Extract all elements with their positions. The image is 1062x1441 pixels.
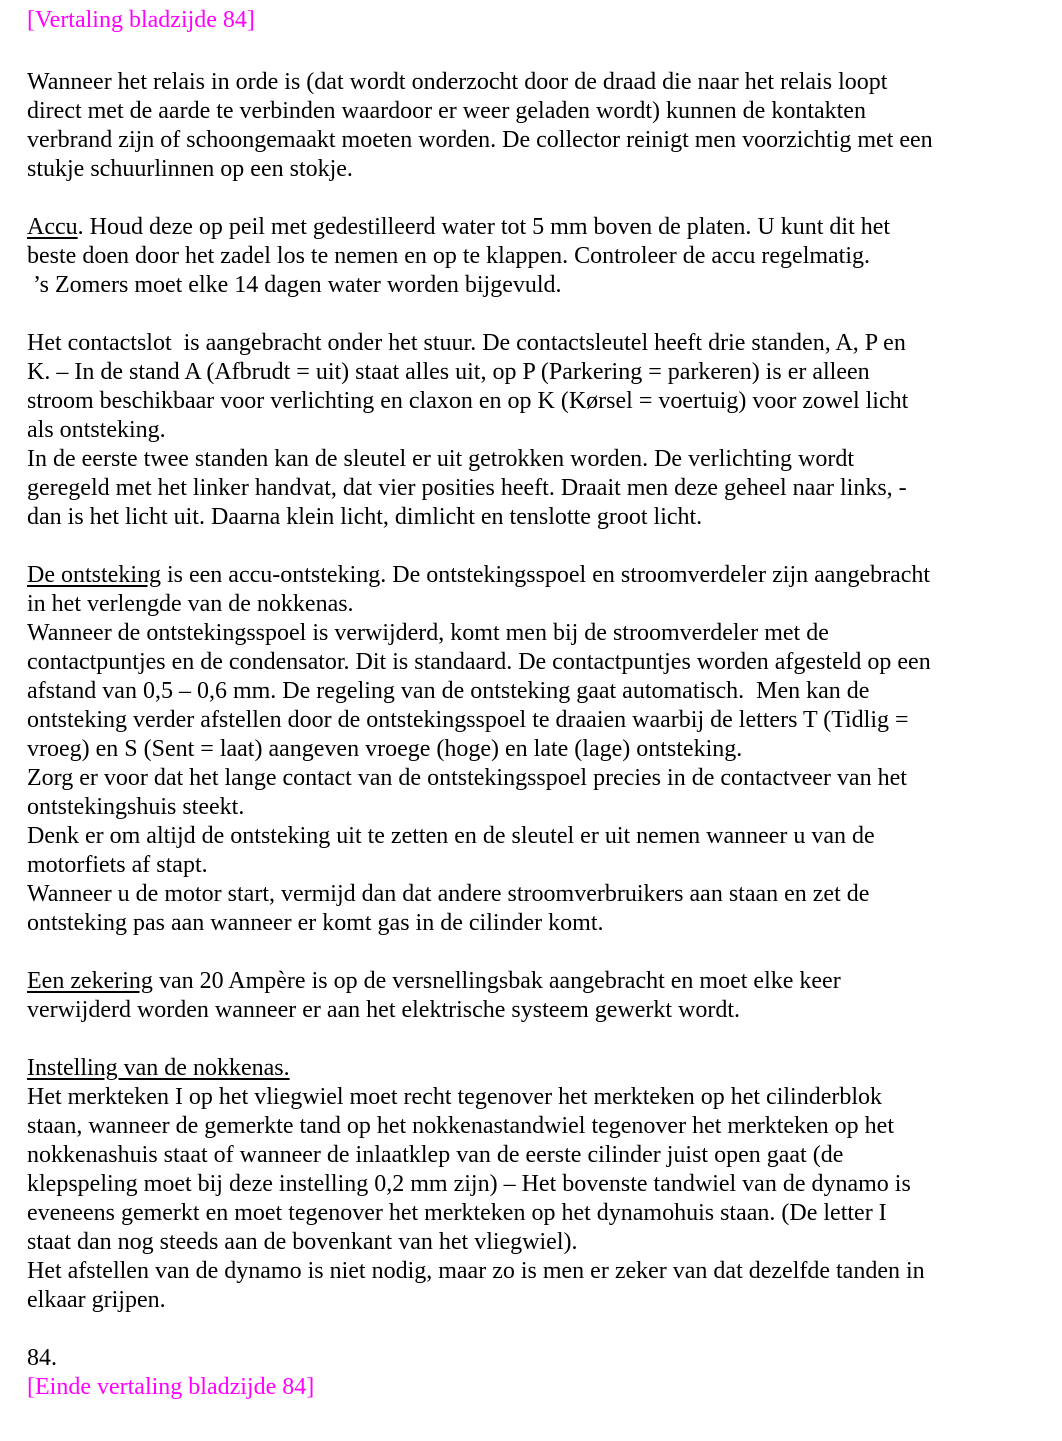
text-run: 84. <box>27 1345 57 1371</box>
text-line <box>27 1112 1042 1141</box>
text-line <box>27 416 1042 445</box>
underlined-heading-text: Een zekering <box>27 968 153 994</box>
paragraph-accu <box>27 213 1042 300</box>
text-line <box>27 648 1042 677</box>
underlined-heading-text: Accu <box>27 214 78 240</box>
text-run: verwijderd worden wanneer er aan het elektrische systeem gewerkt wordt. <box>27 997 741 1023</box>
translation-marker-text: [Einde vertaling bladzijde 84] <box>27 1374 315 1400</box>
text-line <box>27 706 1042 735</box>
text-run: staat dan nog steeds aan de bovenkant van het vliegwiel). <box>27 1229 578 1255</box>
text-line <box>27 909 1042 938</box>
text-line <box>27 6 1042 35</box>
text-run: eveneens gemerkt en moet tegenover het merkteken op het dynamohuis staan. (De letter I <box>27 1200 887 1226</box>
text-line <box>27 590 1042 619</box>
text-run: Zorg er voor dat het lange contact van de ontstekingsspoel precies in de contactveer van het <box>27 765 907 791</box>
text-line <box>27 1286 1042 1315</box>
text-run: direct met de aarde te verbinden waardoor er weer geladen wordt) kunnen de kontakten <box>27 98 866 124</box>
text-line <box>27 271 1042 300</box>
text-line <box>27 619 1042 648</box>
text-line <box>27 1199 1042 1228</box>
text-run: klepspeling moet bij deze instelling 0,2 mm zijn) – Het bovenste tandwiel van de dynamo is <box>27 1171 911 1197</box>
text-line <box>27 822 1042 851</box>
text-line <box>27 155 1042 184</box>
text-line <box>27 735 1042 764</box>
text-line <box>27 126 1042 155</box>
page-footer <box>27 1344 1042 1402</box>
paragraph-zekering <box>27 967 1042 1025</box>
text-run: vroeg) en S (Sent = laat) aangeven vroege (hoge) en late (lage) ontsteking. <box>27 736 743 762</box>
text-line <box>27 1054 1042 1083</box>
text-run: in het verlengde van de nokkenas. <box>27 591 354 617</box>
text-run: dan is het licht uit. Daarna klein licht, dimlicht en tenslotte groot licht. <box>27 504 703 530</box>
translation-marker-text: [Vertaling bladzijde 84] <box>27 7 255 33</box>
text-line <box>27 242 1042 271</box>
text-run: elkaar grijpen. <box>27 1287 166 1313</box>
text-line <box>27 1170 1042 1199</box>
text-line <box>27 1344 1042 1373</box>
underlined-heading-text: Instelling van de nokkenas. <box>27 1055 290 1081</box>
text-run: is een accu-ontsteking. De ontstekingsspoel en stroomverdeler zijn aangebracht <box>160 562 931 588</box>
text-run: verbrand zijn of schoongemaakt moeten worden. De collector reinigt men voorzichtig met een <box>27 127 933 153</box>
text-run: K. – In de stand A (Afbrudt = uit) staat alles uit, op P (Parkering = parkeren) is er alleen <box>27 359 870 385</box>
underlined-heading-text: De ontsteking <box>27 562 161 588</box>
text-line <box>27 68 1042 97</box>
text-run: Wanneer het relais in orde is (dat wordt onderzocht door de draad die naar het relais loopt <box>27 69 888 95</box>
text-line <box>27 967 1042 996</box>
text-run: beste doen door het zadel los te nemen en op te klappen. Controleer de accu regelmatig. <box>27 243 871 269</box>
text-line <box>27 329 1042 358</box>
text-run: Het merkteken I op het vliegwiel moet recht tegenover het merkteken op het cilinderblok <box>27 1084 883 1110</box>
text-line <box>27 851 1042 880</box>
text-run: . Houd deze op peil met gedestilleerd water tot 5 mm boven de platen. U kunt dit het <box>77 214 891 240</box>
text-run: Wanneer de ontstekingsspoel is verwijderd, komt men bij de stroomverdeler met de <box>27 620 829 646</box>
text-run: stroom beschikbaar voor verlichting en claxon en op K (Kørsel = voertuig) voor zowel licht <box>27 388 909 414</box>
text-run: staan, wanneer de gemerkte tand op het nokkenastandwiel tegenover het merkteken op het <box>27 1113 894 1139</box>
text-line <box>27 1083 1042 1112</box>
paragraph-nokkenas <box>27 1054 1042 1315</box>
text-line <box>27 677 1042 706</box>
text-line <box>27 503 1042 532</box>
text-run: Het afstellen van de dynamo is niet nodig, maar zo is men er zeker van dat dezelfde tanden in <box>27 1258 925 1284</box>
text-run: geregeld met het linker handvat, dat vier posities heeft. Draait men deze geheel naar links, - <box>27 475 907 501</box>
text-line <box>27 1228 1042 1257</box>
text-line <box>27 1373 1042 1402</box>
text-line <box>27 358 1042 387</box>
paragraph-contactslot <box>27 329 1042 532</box>
text-run: Denk er om altijd de ontsteking uit te zetten en de sleutel er uit nemen wanneer u van de <box>27 823 875 849</box>
text-run: ontsteking pas aan wanneer er komt gas in de cilinder komt. <box>27 910 604 936</box>
text-line <box>27 996 1042 1025</box>
text-run: stukje schuurlinnen op een stokje. <box>27 156 353 182</box>
paragraph-ontsteking <box>27 561 1042 938</box>
text-run: Het contactslot is aangebracht onder het stuur. De contactsleutel heeft drie standen, A, P en <box>27 330 906 356</box>
text-line <box>27 445 1042 474</box>
text-line <box>27 793 1042 822</box>
text-line <box>27 97 1042 126</box>
text-line <box>27 474 1042 503</box>
text-line <box>27 1257 1042 1286</box>
document-body <box>27 6 1042 1402</box>
text-run: In de eerste twee standen kan de sleutel er uit getrokken worden. De verlichting wordt <box>27 446 855 472</box>
text-line <box>27 1141 1042 1170</box>
text-run: contactpuntjes en de condensator. Dit is standaard. De contactpuntjes worden afgesteld op een <box>27 649 931 675</box>
text-run: als ontsteking. <box>27 417 166 443</box>
text-line <box>27 880 1042 909</box>
text-line <box>27 764 1042 793</box>
text-line <box>27 387 1042 416</box>
text-run: ’s Zomers moet elke 14 dagen water worden bijgevuld. <box>27 272 562 298</box>
translation-start-marker <box>27 6 1042 35</box>
text-run: Wanneer u de motor start, vermijd dan dat andere stroomverbruikers aan staan en zet de <box>27 881 870 907</box>
paragraph-relais <box>27 68 1042 184</box>
text-run: afstand van 0,5 – 0,6 mm. De regeling van de ontsteking gaat automatisch. Men kan de <box>27 678 870 704</box>
text-line <box>27 561 1042 590</box>
text-run: ontstekingshuis steekt. <box>27 794 245 820</box>
text-run: motorfiets af stapt. <box>27 852 208 878</box>
text-run: ontsteking verder afstellen door de ontstekingsspoel te draaien waarbij de letters T (Tidlig = <box>27 707 909 733</box>
text-run: van 20 Ampère is op de versnellingsbak aangebracht en moet elke keer <box>152 968 841 994</box>
text-run: nokkenashuis staat of wanneer de inlaatklep van de eerste cilinder juist open gaat (de <box>27 1142 844 1168</box>
text-line <box>27 213 1042 242</box>
